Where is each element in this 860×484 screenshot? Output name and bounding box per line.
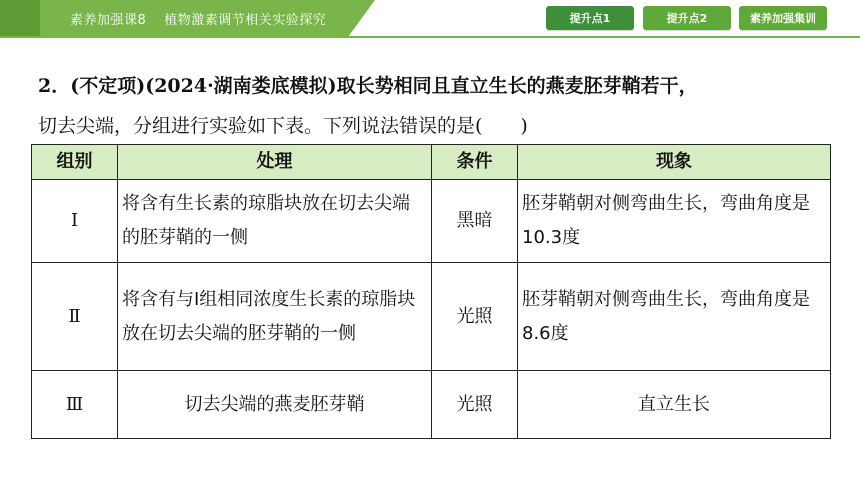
cell-group: Ⅰ xyxy=(32,180,118,263)
lesson-title xyxy=(70,9,326,28)
question-line-2: 切去尖端，分组进行实验如下表。下列说法错误的是( ) xyxy=(38,115,528,137)
question-line-1: 2．(不定项)(2024·湖南娄底模拟)取长势相同且直立生长的燕麦胚芽鞘若干， xyxy=(38,75,698,97)
cell-condition: 光照 xyxy=(432,263,518,371)
header-divider xyxy=(0,36,860,38)
tab-point-1[interactable]: 提升点1 xyxy=(546,6,634,30)
cell-treatment: 将含有与Ⅰ组相同浓度生长素的琼脂块放在切去尖端的胚芽鞘的一侧 xyxy=(118,263,432,371)
cell-treatment: 切去尖端的燕麦胚芽鞘 xyxy=(118,371,432,439)
experiment-table xyxy=(31,144,831,439)
header-phenomenon: 现象 xyxy=(518,145,831,180)
header-group: 组别 xyxy=(32,145,118,180)
cell-group: Ⅱ xyxy=(32,263,118,371)
question-text xyxy=(38,66,828,146)
lesson-title-course: 素养加强课8 xyxy=(70,13,147,28)
table-row xyxy=(32,371,831,439)
cell-condition: 黑暗 xyxy=(432,180,518,263)
lesson-title-topic: 植物激素调节相关实验探究 xyxy=(164,13,327,28)
header-treatment: 处理 xyxy=(118,145,432,180)
cell-group: Ⅲ xyxy=(32,371,118,439)
table-row xyxy=(32,263,831,371)
tab-point-2[interactable]: 提升点2 xyxy=(643,6,731,30)
table-row xyxy=(32,180,831,263)
cell-treatment: 将含有生长素的琼脂块放在切去尖端的胚芽鞘的一侧 xyxy=(118,180,432,263)
cell-phenomenon: 直立生长 xyxy=(518,371,831,439)
header-bar xyxy=(0,0,860,40)
tab-training[interactable]: 素养加强集训 xyxy=(739,6,827,30)
cell-condition: 光照 xyxy=(432,371,518,439)
header-condition: 条件 xyxy=(432,145,518,180)
cell-phenomenon: 胚芽鞘朝对侧弯曲生长，弯曲角度是8.6度 xyxy=(518,263,831,371)
table-header-row xyxy=(32,145,831,180)
cell-phenomenon: 胚芽鞘朝对侧弯曲生长，弯曲角度是10.3度 xyxy=(518,180,831,263)
